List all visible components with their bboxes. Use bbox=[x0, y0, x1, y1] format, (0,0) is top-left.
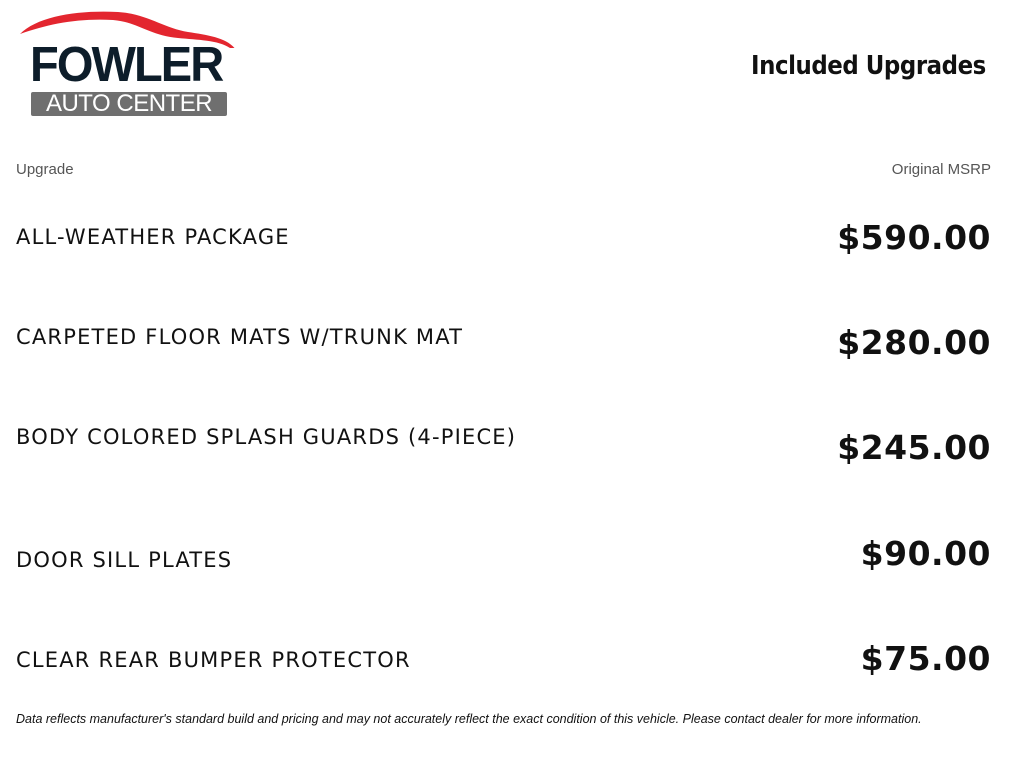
column-header-upgrade: Upgrade bbox=[16, 161, 74, 178]
upgrade-name: ALL-WEATHER PACKAGE bbox=[16, 225, 290, 249]
upgrade-name: BODY COLORED SPLASH GUARDS (4-PIECE) bbox=[16, 425, 517, 449]
upgrade-price: $590.00 bbox=[837, 218, 991, 257]
dealer-logo bbox=[18, 8, 238, 120]
column-header-msrp: Original MSRP bbox=[891, 161, 991, 178]
upgrade-name: DOOR SILL PLATES bbox=[16, 548, 233, 572]
upgrade-name: CARPETED FLOOR MATS W/TRUNK MAT bbox=[16, 325, 464, 349]
logo-subtitle: AUTO CENTER bbox=[31, 92, 227, 116]
page-title: Included Upgrades bbox=[751, 51, 986, 81]
logo-wordmark: FOWLER bbox=[30, 38, 223, 92]
upgrade-price: $245.00 bbox=[837, 428, 991, 467]
upgrade-name: CLEAR REAR BUMPER PROTECTOR bbox=[16, 648, 411, 672]
upgrade-price: $90.00 bbox=[860, 534, 991, 573]
disclaimer-text: Data reflects manufacturer's standard build and pricing and may not accurately reflect the exact condition of this vehicle. Please contact dealer for more information. bbox=[16, 712, 922, 726]
upgrade-price: $75.00 bbox=[860, 639, 991, 678]
upgrade-price: $280.00 bbox=[837, 323, 991, 362]
